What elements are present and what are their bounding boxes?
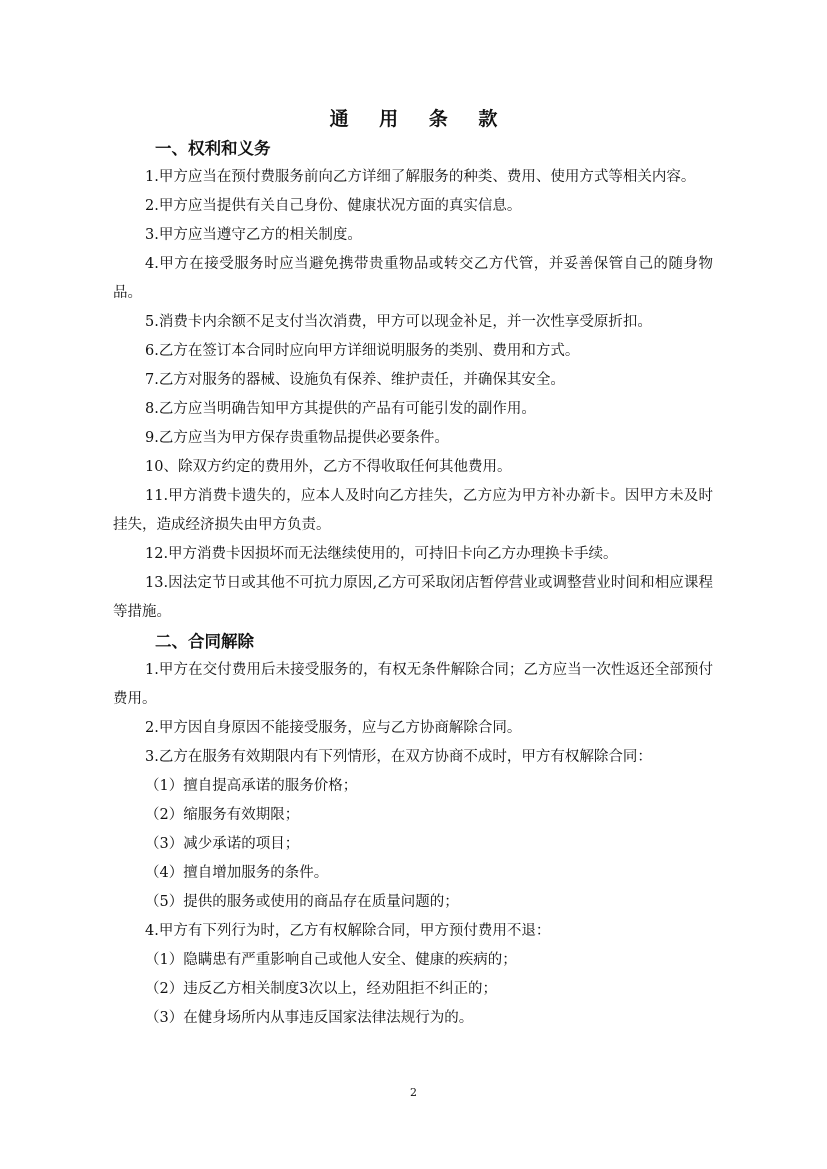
- clause-2-3-item-1: （1）擅自提高承诺的服务价格；: [145, 778, 358, 794]
- clause-2-1: 1.甲方在交付费用后未接受服务的，有权无条件解除合同；乙方应当一次性返还全部预付费用。: [113, 662, 713, 707]
- clause-1-9: 9.乙方应当为甲方保存贵重物品提供必要条件。: [145, 430, 449, 446]
- clause-1-2: 2.甲方应当提供有关自己身份、健康状况方面的真实信息。: [145, 198, 522, 214]
- clause-1-11: 11.甲方消费卡遗失的，应本人及时向乙方挂失，乙方应为甲方补办新卡。因甲方未及时挂失，造成经济损失由甲方负责。: [113, 488, 713, 533]
- clause-2-4-item-2: （2）违反乙方相关制度3次以上，经劝阻拒不纠正的；: [145, 981, 497, 997]
- clause-1-8: 8.乙方应当明确告知甲方其提供的产品有可能引发的副作用。: [145, 401, 536, 417]
- clause-1-5: 5.消费卡内余额不足支付当次消费，甲方可以现金补足，并一次性享受原折扣。: [145, 314, 652, 330]
- clause-2-3-item-3: （3）减少承诺的项目；: [145, 836, 300, 852]
- page-title: 通 用 条 款: [329, 108, 510, 130]
- clause-1-1: 1.甲方应当在预付费服务前向乙方详细了解服务的种类、费用、使用方式等相关内容。: [145, 169, 696, 185]
- document-body: [113, 134, 713, 1033]
- clause-1-4: 4.甲方在接受服务时应当避免携带贵重物品或转交乙方代管，并妥善保管自己的随身物品。: [113, 256, 713, 301]
- clause-2-3-item-4: （4）擅自增加服务的条件。: [145, 865, 329, 881]
- clause-2-3-item-2: （2）缩服务有效期限；: [145, 807, 300, 823]
- clause-2-3-item-5: （5）提供的服务或使用的商品存在质量问题的；: [145, 894, 459, 910]
- clause-1-7: 7.乙方对服务的器械、设施负有保养、维护责任，并确保其安全。: [145, 372, 565, 388]
- clause-1-6: 6.乙方在签订本合同时应向甲方详细说明服务的类别、费用和方式。: [145, 343, 580, 359]
- clause-1-3: 3.甲方应当遵守乙方的相关制度。: [145, 227, 362, 243]
- page-number: 2: [410, 1086, 417, 1099]
- clause-2-4-item-3: （3）在健身场所内从事违反国家法律法规行为的。: [145, 1010, 474, 1026]
- clause-1-10: 10、除双方约定的费用外，乙方不得收取任何其他费用。: [145, 459, 512, 475]
- clause-2-3: 3.乙方在服务有效期限内有下列情形，在双方协商不成时，甲方有权解除合同：: [145, 749, 652, 765]
- clause-1-13: 13.因法定节日或其他不可抗力原因,乙方可采取闭店暂停营业或调整营业时间和相应课程等措施。: [113, 575, 713, 620]
- clause-2-4-item-1: （1）隐瞒患有严重影响自己或他人安全、健康的疾病的；: [145, 952, 517, 968]
- clause-2-4: 4.甲方有下列行为时，乙方有权解除合同，甲方预付费用不退：: [145, 923, 551, 939]
- clause-2-2: 2.甲方因自身原因不能接受服务，应与乙方协商解除合同。: [145, 720, 522, 736]
- section-heading-rights-obligations: 一、权利和义务: [155, 139, 271, 158]
- section-heading-contract-termination: 二、合同解除: [155, 632, 254, 651]
- clause-1-12: 12.甲方消费卡因损坏而无法继续使用的，可持旧卡向乙方办理换卡手续。: [145, 546, 618, 562]
